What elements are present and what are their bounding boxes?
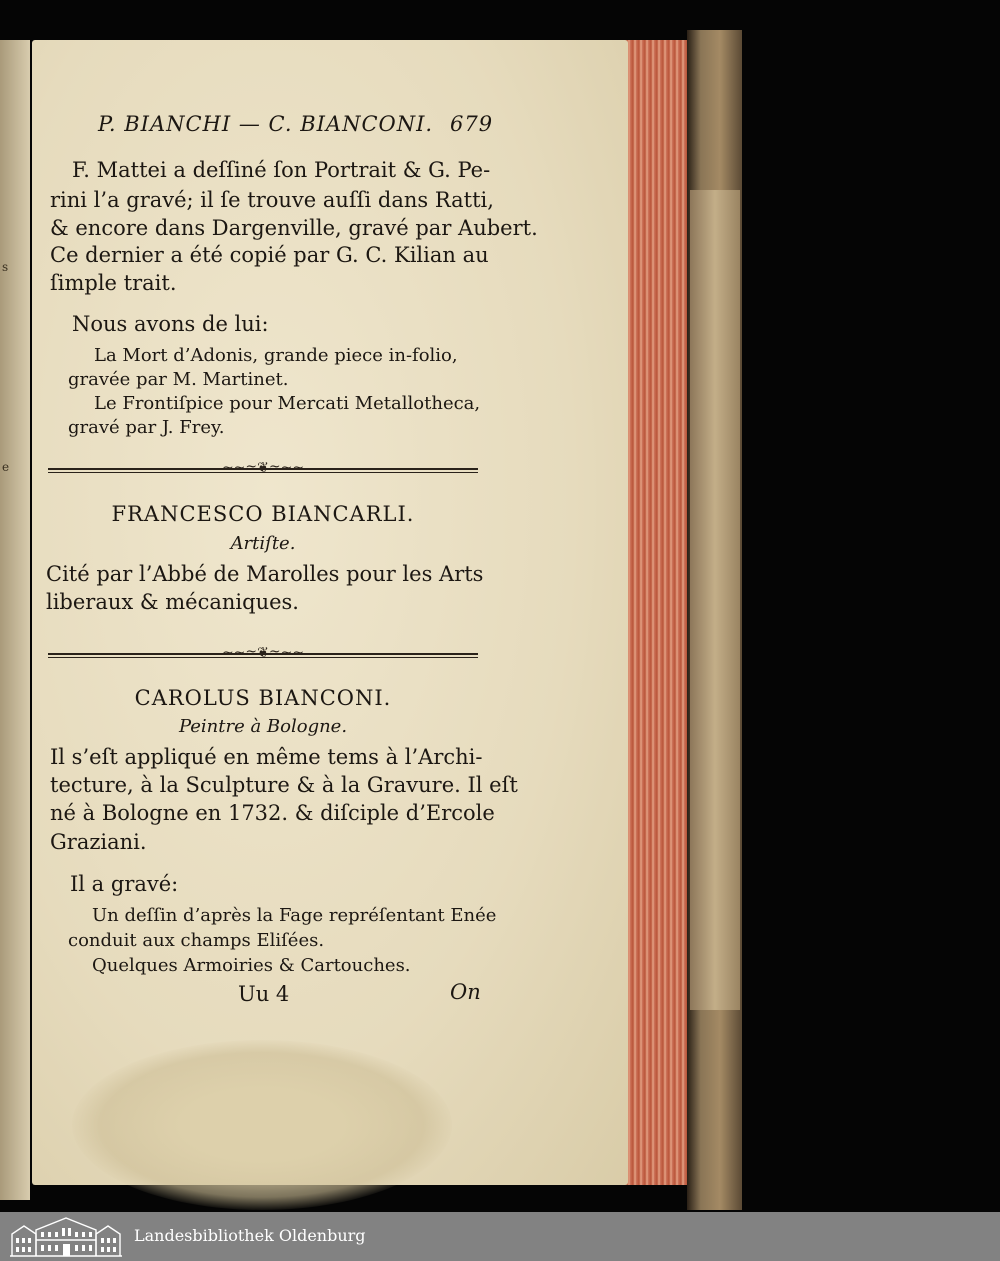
list1-line: gravée par M. Martinet. <box>68 369 289 390</box>
running-head: P. BIANCHI — C. BIANCONI. <box>98 112 434 136</box>
para1-line: F. Mattei a deſſiné ſon Portrait & G. Pe- <box>72 158 491 182</box>
para1-line: & encore dans Dargenville, gravé par Aubert. <box>50 216 538 240</box>
library-building-logo <box>10 1214 122 1258</box>
page-number: 679 <box>450 112 494 136</box>
library-name: Landesbibliothek Oldenburg <box>134 1226 366 1245</box>
section3-role: Peintre à Bologne. <box>178 716 348 737</box>
section2-role: Artiſte. <box>230 533 296 554</box>
para1-line: rini l’a gravé; il ſe trouve auſſi dans Ratti, <box>50 188 494 212</box>
list1-line: gravé par J. Frey. <box>68 417 225 438</box>
section3-list-line: Un deſſin d’après la Fage repréſentant Enée <box>92 905 497 926</box>
page-edge <box>625 40 687 1185</box>
water-stain <box>72 1040 452 1210</box>
section2-line: liberaux & mécaniques. <box>46 590 299 614</box>
section2-line: Cité par l’Abbé de Marolles pour les Arts <box>46 562 484 586</box>
section3-list-line: Quelques Armoiries & Cartouches. <box>92 955 411 976</box>
para1-line: Ce dernier a été copié par G. C. Kilian au <box>50 243 489 267</box>
library-footer <box>0 1212 1000 1261</box>
section3-line: Il s’eſt appliqué en même tems à l’Archi- <box>50 745 483 769</box>
left-page-fragment <box>0 40 30 1200</box>
book-cover-band <box>690 190 740 1010</box>
section3-line: Graziani. <box>50 830 147 854</box>
section3-name: CAROLUS BIANCONI. <box>134 686 392 710</box>
section3-line: tecture, à la Sculpture & à la Gravure. Il eſt <box>50 773 518 797</box>
nous-heading: Nous avons de lui: <box>72 312 269 336</box>
ornamental-rule: ~~≈❦≈~~ <box>48 651 478 659</box>
list1-line: Le Frontiſpice pour Mercati Metallotheca, <box>94 393 481 414</box>
section2-name: FRANCESCO BIANCARLI. <box>111 502 415 526</box>
signature-mark: Uu 4 <box>238 982 290 1006</box>
para1-line: ſimple trait. <box>50 271 177 295</box>
section3-list-line: conduit aux champs Eliſées. <box>68 930 325 951</box>
ornamental-rule: ~~≈❦≈~~ <box>48 466 478 474</box>
list1-line: La Mort d’Adonis, grande piece in-folio, <box>94 345 458 366</box>
il-a-grave-heading: Il a gravé: <box>70 872 179 896</box>
catchword: On <box>450 980 481 1004</box>
left-page-glyph: s <box>2 260 9 274</box>
section3-line: né à Bologne en 1732. & diſciple d’Ercole <box>50 801 495 825</box>
left-page-glyph: e <box>2 460 10 474</box>
